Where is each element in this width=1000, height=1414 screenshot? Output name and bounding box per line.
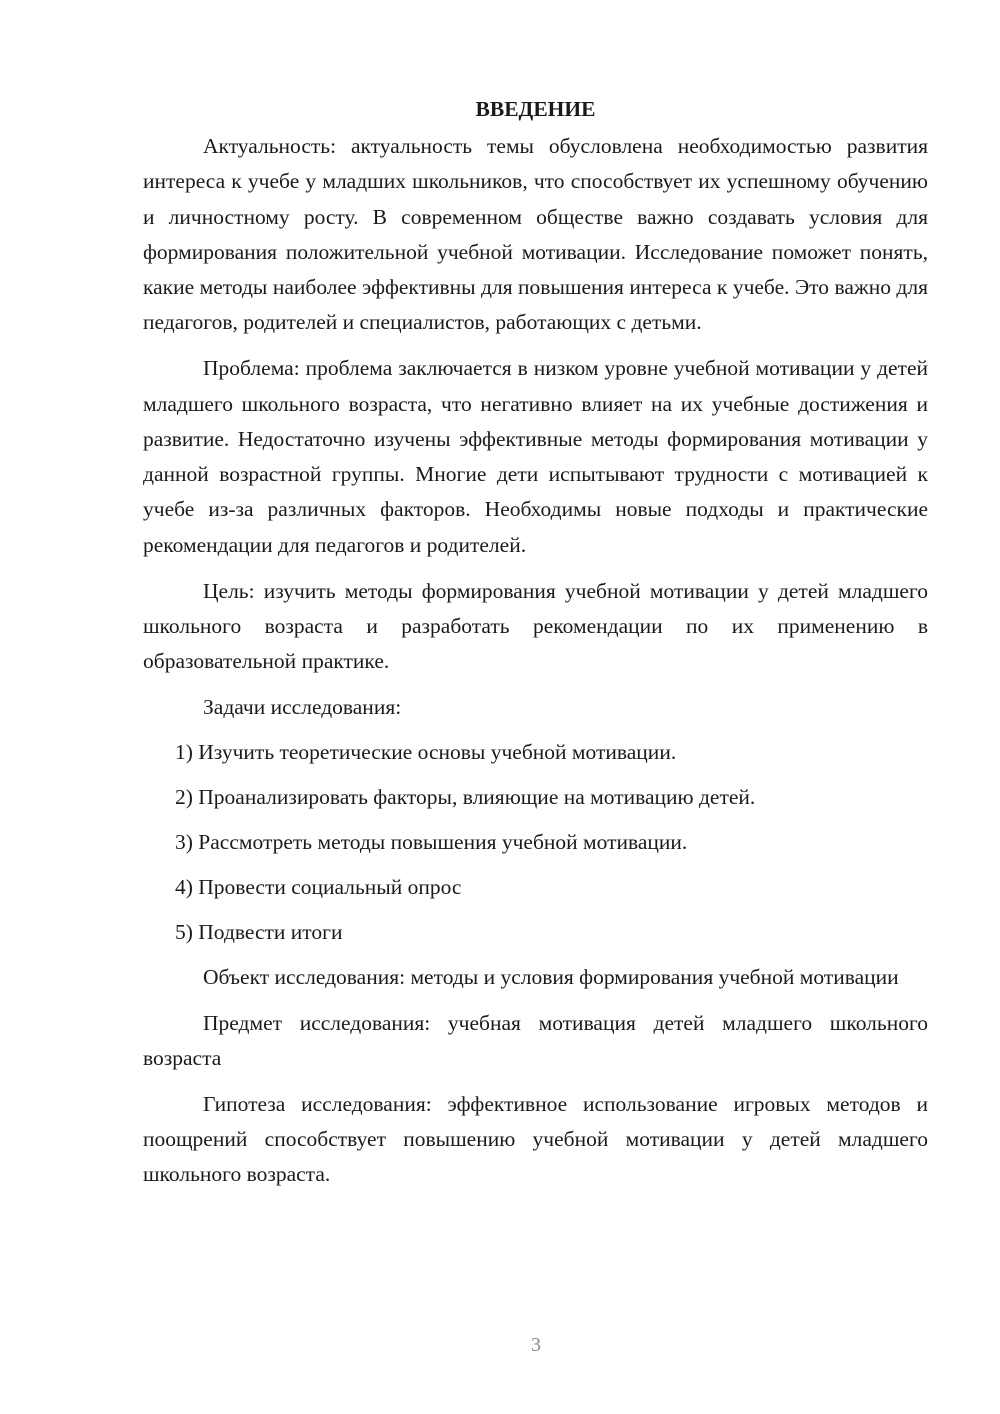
- tasks-list: [143, 735, 928, 950]
- hypothesis-paragraph: Гипотеза исследования: эффективное использование игровых методов и поощрений способствует повышению учебной мотивации у детей младшего школьного возраста.: [143, 1091, 928, 1187]
- object-paragraph: Объект исследования: методы и условия формирования учебной мотивации: [203, 964, 899, 989]
- list-item: 3) Рассмотреть методы повышения учебной мотивации.: [175, 829, 688, 854]
- document-page: [143, 92, 928, 1203]
- page-number: 3: [531, 1334, 541, 1356]
- list-item: 1) Изучить теоретические основы учебной мотивации.: [175, 739, 677, 764]
- tasks-heading: Задачи исследования:: [203, 694, 402, 719]
- relevance-paragraph: Актуальность: актуальность темы обусловлена необходимостью развития интереса к учебе у младших школьников, что способствует их успешному обучению и личностному росту. В современном обществе важно создавать условия для формирования положительной учебной мотивации. Исследование поможет понять, какие методы наиболее эффективны для повышения интереса к учебе. Это важно для педагогов, родителей и специалистов, работающих с детьми.: [143, 134, 928, 335]
- list-item: 5) Подвести итоги: [175, 919, 343, 944]
- subject-paragraph: Предмет исследования: учебная мотивация детей младшего школьного возраста: [143, 1010, 928, 1071]
- problem-paragraph: Проблема: проблема заключается в низком уровне учебной мотивации у детей младшего школьного возраста, что негативно влияет на их учебные достижения и развитие. Недостаточно изучены эффективные методы формирования мотивации у данной возрастной группы. Многие дети испытывают трудности с мотивацией к учебе из-за различных факторов. Необходимы новые подходы и практические рекомендации для педагогов и родителей.: [143, 356, 928, 557]
- list-item: 2) Проанализировать факторы, влияющие на мотивацию детей.: [175, 784, 756, 809]
- goal-paragraph: Цель: изучить методы формирования учебной мотивации у детей младшего школьного возраста и разработать рекомендации по их применению в образовательной практике.: [143, 578, 928, 674]
- section-title: ВВЕДЕНИЕ: [475, 97, 596, 121]
- list-item: 4) Провести социальный опрос: [175, 874, 462, 899]
